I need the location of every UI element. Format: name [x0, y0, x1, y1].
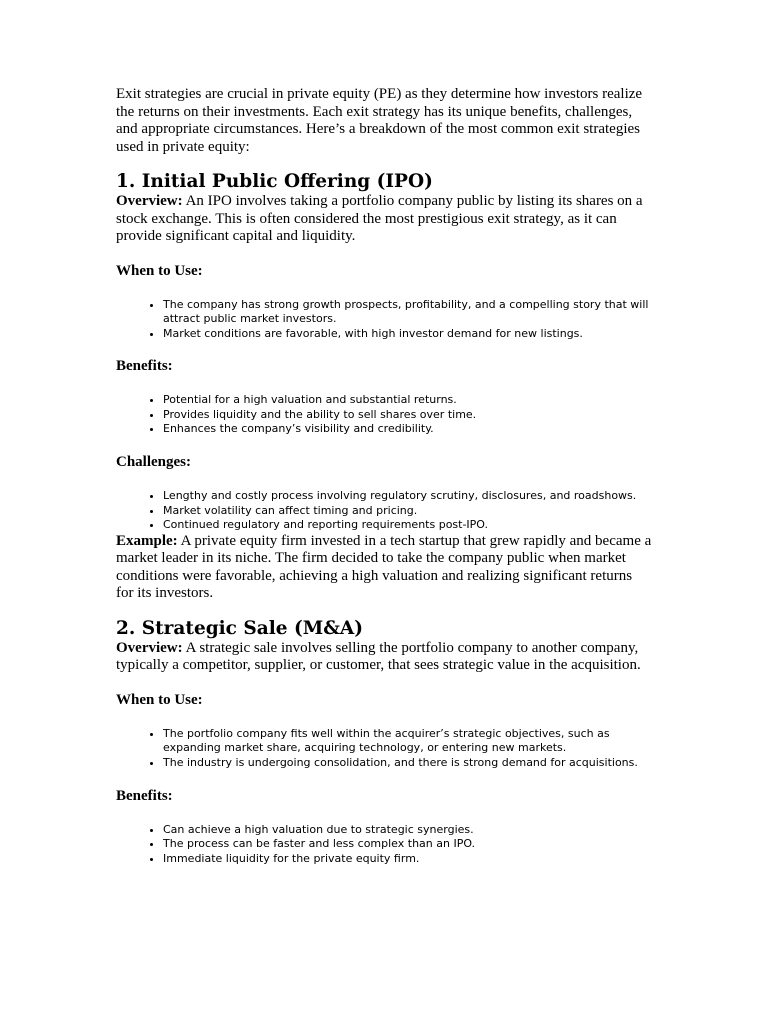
list-item: • Lengthy and costly process involving regulatory scrutiny, disclosures, and roadshows. — [163, 489, 652, 504]
example-label: Example: — [116, 532, 178, 549]
benefits-heading: Benefits: — [116, 787, 173, 804]
section-heading-strategic-sale: 2. Strategic Sale (M&A) — [116, 617, 364, 639]
example-text: A private equity firm invested in a tech startup that grew rapidly and became a market leader in its niche. The firm decided to take the company public when market conditions were favorable, achieving a high valuation and realizing significant returns for its investors. — [116, 532, 652, 602]
benefits-list — [116, 393, 652, 437]
list-item: • The portfolio company fits well within the acquirer’s strategic objectives, such as expanding market share, acquiring technology, or entering new markets. — [163, 727, 652, 756]
example-paragraph-ipo — [116, 533, 652, 603]
list-item: • Enhances the company’s visibility and credibility. — [163, 422, 652, 437]
when-to-use-list — [116, 727, 652, 771]
overview-text: An IPO involves taking a portfolio company public by listing its shares on a stock exchange. This is often considered the most prestigious exit strategy, as it can provide significant capital and liquidity. — [116, 193, 643, 244]
list-item: • Provides liquidity and the ability to sell shares over time. — [163, 408, 652, 423]
list-item: • Immediate liquidity for the private equity firm. — [163, 852, 652, 867]
overview-label: Overview: — [116, 639, 183, 656]
when-to-use-heading: When to Use: — [116, 691, 203, 708]
list-item: • Continued regulatory and reporting requirements post-IPO. — [163, 518, 652, 533]
list-item: • The process can be faster and less complex than an IPO. — [163, 837, 652, 852]
overview-text: A strategic sale involves selling the portfolio company to another company, typically a competitor, supplier, or customer, that sees strategic value in the acquisition. — [116, 639, 641, 674]
when-to-use-list — [116, 298, 652, 342]
challenges-list — [116, 489, 652, 533]
overview-label: Overview: — [116, 193, 183, 209]
list-item: • Market conditions are favorable, with high investor demand for new listings. — [163, 327, 652, 342]
intro-paragraph: Exit strategies are crucial in private equity (PE) as they determine how investors realize the returns on their investments. Each exit strategy has its unique benefits, challenges, and appropriate circumstances. Here’s a breakdown of the most common exit strategies used in private equity: — [116, 86, 643, 155]
list-item: • The industry is undergoing consolidation, and there is strong demand for acquisitions. — [163, 756, 652, 771]
when-to-use-heading: When to Use: — [116, 262, 203, 279]
benefits-list — [116, 823, 652, 867]
benefits-heading: Benefits: — [116, 358, 173, 375]
overview-paragraph-strategic-sale — [116, 640, 652, 675]
list-item: • The company has strong growth prospects, profitability, and a compelling story that will attract public market investors. — [163, 298, 652, 327]
section-heading-ipo: 1. Initial Public Offering (IPO) — [116, 171, 433, 192]
list-item: • Potential for a high valuation and substantial returns. — [163, 393, 652, 408]
list-item: • Market volatility can affect timing and pricing. — [163, 504, 652, 519]
overview-paragraph-ipo — [116, 193, 652, 246]
challenges-heading: Challenges: — [116, 454, 191, 471]
list-item: • Can achieve a high valuation due to strategic synergies. — [163, 823, 652, 838]
